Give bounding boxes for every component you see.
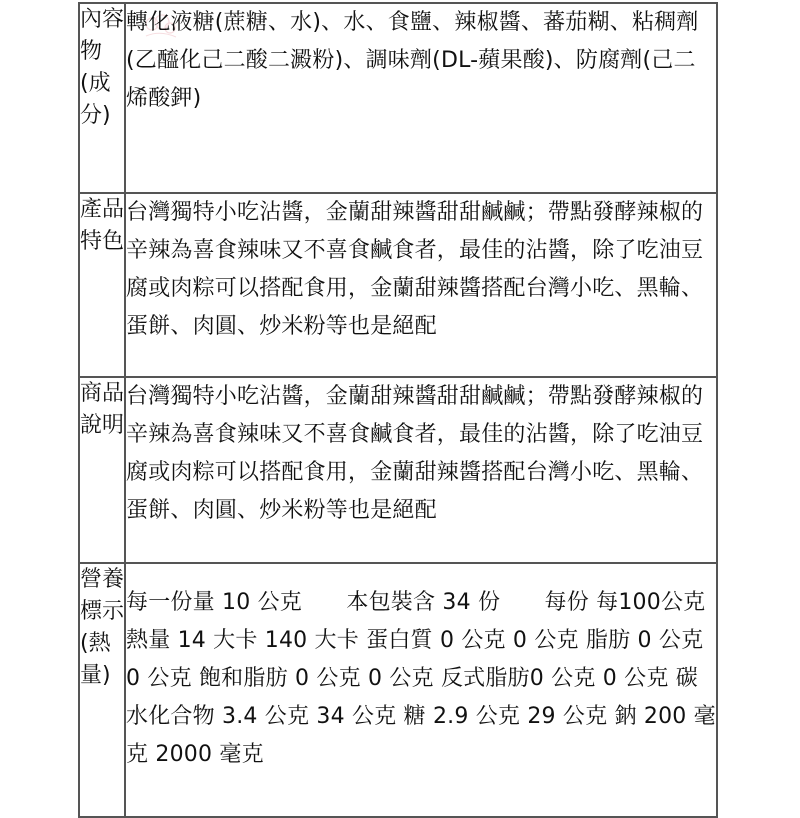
ingredients-text xyxy=(125,3,717,193)
features-row xyxy=(79,193,717,377)
nutrition-row xyxy=(79,563,717,817)
features-value: 台灣獨特小吃沾醬，金蘭甜辣醬甜甜鹹鹹；帶點發酵辣椒的辛辣為喜食辣味又不喜食鹹食者，最佳的沾醬，除了吃油豆腐或肉粽可以搭配食用，金蘭甜辣醬搭配台灣小吃、黑輪、蛋餅、肉圓、炒米粉等也是絕配 xyxy=(126,200,704,339)
ingredients-value: 轉化液糖(蔗糖、水)、水、食鹽、辣椒醬、蕃茄糊、粘稠劑(乙醯化己二酸二澱粉)、調味劑(DL-蘋果酸)、防腐劑(己二烯酸鉀) xyxy=(126,10,699,111)
description-row xyxy=(79,377,717,563)
features-text xyxy=(125,193,717,377)
nutrition-text xyxy=(125,563,717,817)
features-label: 產品特色 xyxy=(79,193,125,377)
description-label: 商品說明 xyxy=(79,377,125,563)
nutrition-label: 營養標示(熱量) xyxy=(79,563,125,817)
product-spec-table xyxy=(78,2,718,818)
description-text xyxy=(125,377,717,563)
ingredients-label: 內容物(成分) xyxy=(79,3,125,193)
ingredients-row xyxy=(79,3,717,193)
description-value: 台灣獨特小吃沾醬，金蘭甜辣醬甜甜鹹鹹；帶點發酵辣椒的辛辣為喜食辣味又不喜食鹹食者，最佳的沾醬，除了吃油豆腐或肉粽可以搭配食用，金蘭甜辣醬搭配台灣小吃、黑輪、蛋餅、肉圓、炒米粉等也是絕配 xyxy=(126,384,704,523)
nutrition-value: 每一份量 10 公克 本包裝含 34 份 每份 每100公克 熱量 14 大卡 140 大卡 蛋白質 0 公克 0 公克 脂肪 0 公克 0 公克 飽和脂肪 0 公克 0 公克 反式脂肪0 公克 0 公克 碳水化合物 3.4 公克 34 公克 糖 2.9 公克 29 公克 鈉 200 毫克 2000 毫克 xyxy=(126,590,716,767)
